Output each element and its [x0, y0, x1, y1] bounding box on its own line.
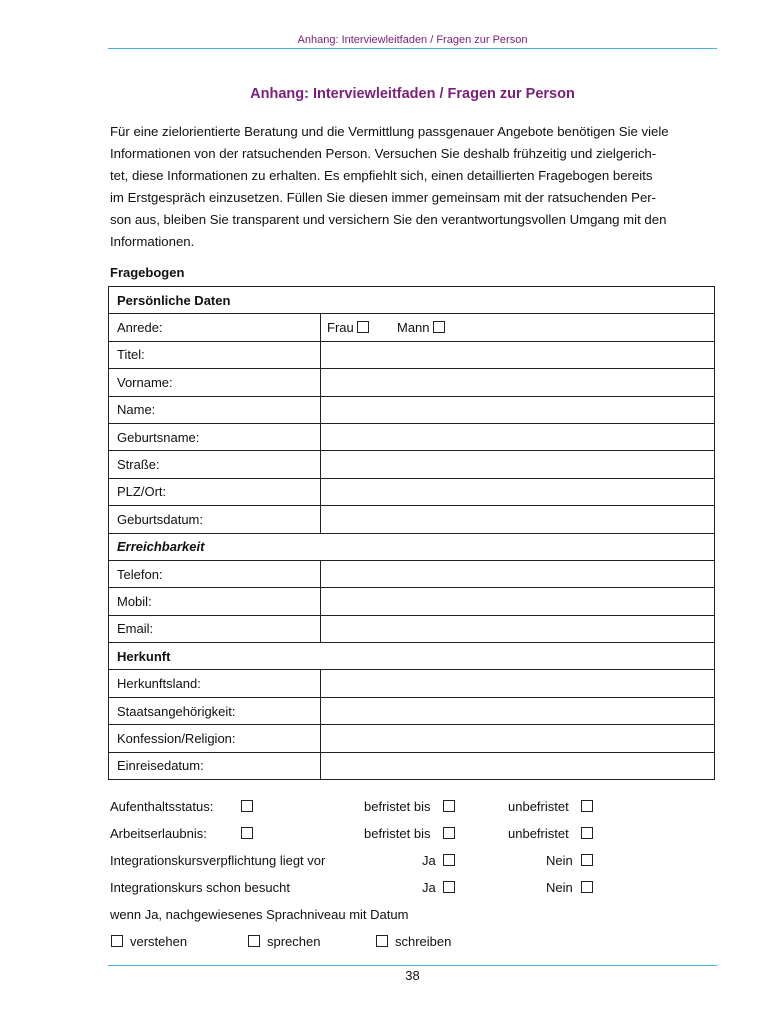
integration-attended-yes-checkbox[interactable]: [443, 881, 455, 893]
email-input[interactable]: [321, 615, 715, 642]
integration-obligation-no-checkbox[interactable]: [581, 854, 593, 866]
intro-paragraph: [110, 121, 720, 252]
last-name-input[interactable]: [321, 396, 715, 423]
personal-data-heading: Persönliche Daten: [109, 287, 715, 314]
birth-name-row: [109, 423, 715, 450]
integration-obligation-yes-label: Ja: [422, 853, 436, 868]
birth-date-row: [109, 506, 715, 533]
salutation-options: [321, 314, 715, 341]
frau-checkbox[interactable]: [357, 321, 369, 333]
title-label: Titel:: [109, 341, 321, 368]
intro-line: Informationen.: [110, 233, 195, 249]
write-checkbox[interactable]: [376, 935, 388, 947]
intro-line: im Erstgespräch einzusetzen. Füllen Sie diesen immer gemeinsam mit der ratsuchenden Per-: [110, 189, 657, 205]
email-row: [109, 615, 715, 642]
option-frau-label: Frau: [327, 320, 354, 336]
street-row: [109, 451, 715, 478]
intro-line: son aus, bleiben Sie transparent und versichern Sie den verantwortungsvollen Umgang mit den: [110, 211, 667, 227]
intro-line: Für eine zielorientierte Beratung und die Vermittlung passgenauer Angebote benötigen Sie viele: [110, 124, 669, 139]
religion-label: Konfession/Religion:: [109, 725, 321, 752]
entry-date-input[interactable]: [321, 752, 715, 779]
mobile-row: [109, 588, 715, 615]
last-name-label: Name:: [109, 396, 321, 423]
postcode-city-input[interactable]: [321, 478, 715, 505]
integration-obligation-yes-checkbox[interactable]: [443, 854, 455, 866]
postcode-city-row: [109, 478, 715, 505]
first-name-input[interactable]: [321, 369, 715, 396]
mobile-input[interactable]: [321, 588, 715, 615]
residence-status-checkbox[interactable]: [241, 800, 253, 812]
first-name-row: [109, 369, 715, 396]
speak-checkbox[interactable]: [248, 935, 260, 947]
page-title: Anhang: Interviewleitfaden / Fragen zur Person: [250, 86, 575, 102]
entry-date-row: [109, 752, 715, 779]
phone-row: [109, 560, 715, 587]
integration-obligation-no-label: Nein: [546, 853, 573, 868]
country-of-origin-input[interactable]: [321, 670, 715, 697]
page-number: 38: [405, 968, 420, 983]
phone-label: Telefon:: [109, 560, 321, 587]
postcode-city-label: PLZ/Ort:: [109, 478, 321, 505]
mann-checkbox[interactable]: [433, 321, 445, 333]
email-label: Email:: [109, 615, 321, 642]
integration-attended-label: Integrationskurs schon besucht: [110, 880, 290, 895]
intro-line: tet, diese Informationen zu erhalten. Es empfiehlt sich, einen detaillierten Fragebogen bereits: [110, 167, 653, 183]
speak-label: sprechen: [267, 934, 321, 949]
integration-attended-no-checkbox[interactable]: [581, 881, 593, 893]
salutation-label: Anrede:: [109, 314, 321, 341]
intro-line: Informationen von der ratsuchenden Person. Versuchen Sie deshalb frühzeitig und zielgerich-: [110, 145, 657, 161]
work-permit-unlimited-label: unbefristet: [508, 826, 569, 841]
work-permit-label: Arbeitserlaubnis:: [110, 826, 207, 841]
country-of-origin-row: [109, 670, 715, 697]
nationality-row: [109, 697, 715, 724]
birth-date-input[interactable]: [321, 506, 715, 533]
title-input[interactable]: [321, 341, 715, 368]
nationality-input[interactable]: [321, 697, 715, 724]
work-permit-limited-label: befristet bis: [364, 826, 431, 841]
header-rule: [108, 48, 717, 49]
country-of-origin-label: Herkunftsland:: [109, 670, 321, 697]
work-permit-limited-checkbox[interactable]: [443, 827, 455, 839]
footer-rule: [108, 965, 717, 966]
integration-attended-yes-label: Ja: [422, 880, 436, 895]
birth-date-label: Geburtsdatum:: [109, 506, 321, 533]
questionnaire-table: [108, 286, 715, 780]
residence-status-label: Aufenthaltsstatus:: [110, 799, 214, 814]
integration-obligation-label: Integrationskursverpflichtung liegt vor: [110, 853, 326, 868]
origin-heading: Herkunft: [109, 643, 715, 670]
birth-name-label: Geburtsname:: [109, 423, 321, 450]
birth-name-input[interactable]: [321, 423, 715, 450]
mobile-label: Mobil:: [109, 588, 321, 615]
language-level-label: wenn Ja, nachgewiesenes Sprachniveau mit Datum: [110, 907, 409, 922]
option-frau[interactable]: [327, 320, 369, 335]
first-name-label: Vorname:: [109, 369, 321, 396]
street-input[interactable]: [321, 451, 715, 478]
work-permit-unlimited-checkbox[interactable]: [581, 827, 593, 839]
write-label: schreiben: [395, 934, 452, 949]
questionnaire-label: Fragebogen: [110, 265, 185, 280]
contact-heading: Erreichbarkeit: [109, 533, 715, 560]
integration-attended-no-label: Nein: [546, 880, 573, 895]
street-label: Straße:: [109, 451, 321, 478]
last-name-row: [109, 396, 715, 423]
work-permit-checkbox[interactable]: [241, 827, 253, 839]
understand-checkbox[interactable]: [111, 935, 123, 947]
understand-label: verstehen: [130, 934, 188, 949]
residence-limited-label: befristet bis: [364, 799, 431, 814]
residence-unlimited-checkbox[interactable]: [581, 800, 593, 812]
option-mann-label: Mann: [396, 320, 430, 336]
nationality-label: Staatsangehörigkeit:: [109, 697, 321, 724]
religion-input[interactable]: [321, 725, 715, 752]
religion-row: [109, 725, 715, 752]
salutation-row: [109, 314, 715, 341]
running-header: Anhang: Interviewleitfaden / Fragen zur Person: [297, 34, 528, 46]
option-mann[interactable]: [397, 320, 445, 335]
entry-date-label: Einreisedatum:: [109, 752, 321, 779]
residence-limited-checkbox[interactable]: [443, 800, 455, 812]
residence-unlimited-label: unbefristet: [508, 799, 569, 814]
title-row: [109, 341, 715, 368]
phone-input[interactable]: [321, 560, 715, 587]
